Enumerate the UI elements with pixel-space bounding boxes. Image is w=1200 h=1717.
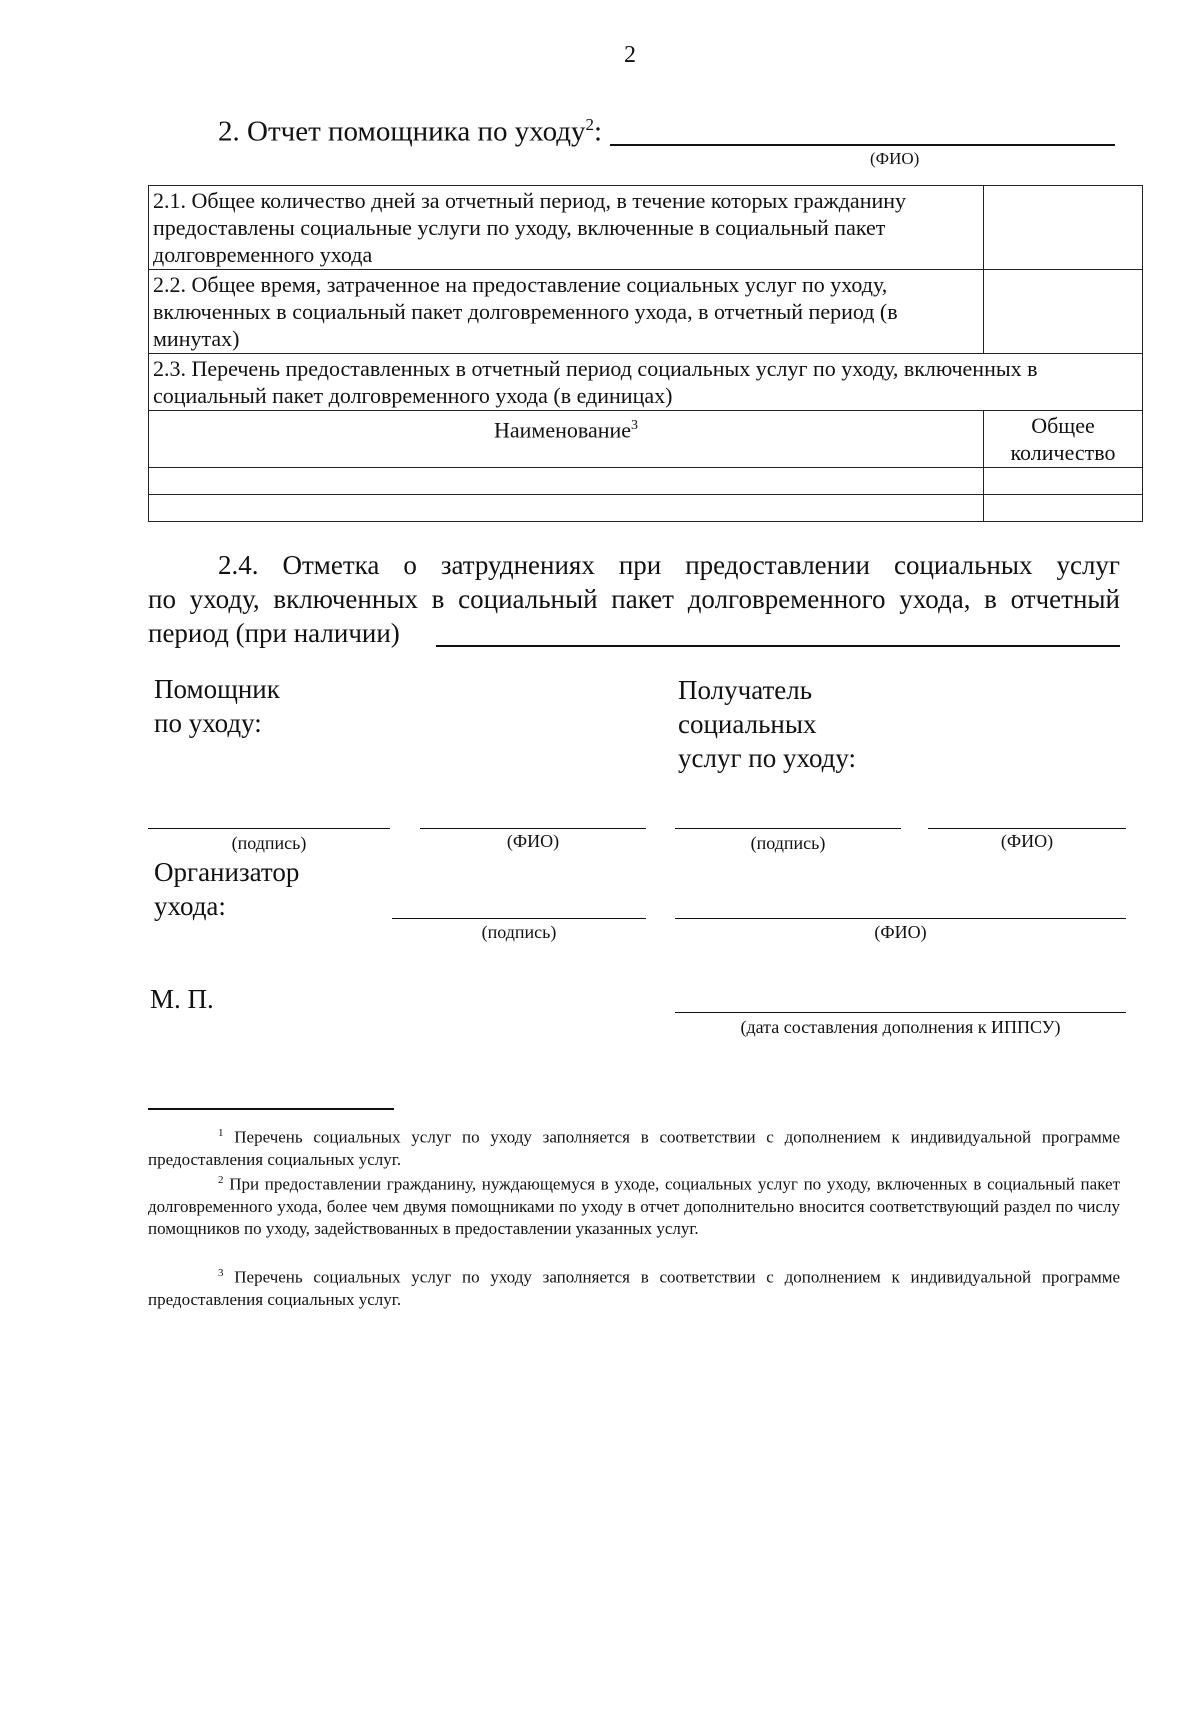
assistant-signature-caption: (подпись) xyxy=(231,833,307,853)
service-quantity-cell[interactable] xyxy=(984,468,1143,495)
recipient-label-line-3: услуг по уходу: xyxy=(678,743,857,773)
footnote-text: Перечень социальных услуг по уходу заполняется в соответствии с дополнением к индивидуальной программе предоставления социальных услуг. xyxy=(148,1127,1121,1169)
recipient-fio-caption: (ФИО) xyxy=(1000,831,1054,851)
footnote-3 xyxy=(148,1262,1120,1311)
assistant-fio-caption: (ФИО) xyxy=(506,831,560,851)
section-title xyxy=(218,115,602,149)
footnote-2 xyxy=(148,1169,1120,1240)
service-name-cell[interactable] xyxy=(149,468,984,495)
assistant-name-line[interactable] xyxy=(610,144,1115,146)
table-row xyxy=(149,186,1143,270)
footnote-number: 1 xyxy=(218,1127,224,1139)
column-header-quantity: Общее количество xyxy=(984,411,1143,468)
recipient-label xyxy=(678,673,856,775)
section-title-colon: : xyxy=(594,115,603,148)
time-spent-label: 2.2. Общее время, затраченное на предоставление социальных услуг по уходу, включенных в социальный пакет долговременного ухода, в отчетный период (в минутах) xyxy=(149,270,984,354)
footnote-number: 3 xyxy=(218,1267,224,1279)
report-table xyxy=(148,185,1143,522)
recipient-signature-caption: (подпись) xyxy=(750,833,826,853)
table-header-row xyxy=(149,411,1143,468)
column-header-name xyxy=(149,411,984,468)
table-row xyxy=(149,354,1143,411)
days-count-label: 2.1. Общее количество дней за отчетный период, в течение которых гражданину предоставлены социальные услуги по уходу, включенные в социальный пакет долговременного ухода xyxy=(149,186,984,270)
footnote-text: Перечень социальных услуг по уходу заполняется в соответствии с дополнением к индивидуальной программе предоставления социальных услуг. xyxy=(148,1267,1121,1309)
assistant-fio-line[interactable] xyxy=(420,828,646,829)
organizer-label xyxy=(154,855,299,923)
organizer-fio-line[interactable] xyxy=(675,918,1126,919)
days-count-cell[interactable] xyxy=(984,186,1143,270)
footnote-1 xyxy=(148,1122,1120,1171)
assistant-signature-line[interactable] xyxy=(148,828,390,829)
recipient-label-line-2: социальных xyxy=(678,709,817,739)
difficulties-line-2: по уходу, включенных в социальный пакет долговременного ухода, в отчетный xyxy=(148,584,1120,614)
page-number: 2 xyxy=(624,42,636,68)
column-header-name-text: Наименование xyxy=(493,417,632,443)
assistant-fio-caption: (ФИО) xyxy=(870,149,920,168)
difficulties-paragraph xyxy=(148,548,1120,650)
organizer-label-line-1: Организатор xyxy=(154,857,300,887)
date-line[interactable] xyxy=(675,1012,1126,1013)
assistant-label-line-1: Помощник xyxy=(154,674,280,704)
footnote-ref-3: 3 xyxy=(631,418,639,433)
footnote-ref-2: 2 xyxy=(585,115,595,134)
table-row xyxy=(149,495,1143,522)
difficulties-input-line[interactable] xyxy=(436,645,1120,647)
stamp-place: М. П. xyxy=(150,984,214,1014)
organizer-signature-line[interactable] xyxy=(392,918,646,919)
recipient-label-line-1: Получатель xyxy=(678,675,813,705)
assistant-label xyxy=(154,672,280,740)
footnote-number: 2 xyxy=(218,1174,224,1186)
service-quantity-cell[interactable] xyxy=(984,495,1143,522)
organizer-fio-caption: (ФИО) xyxy=(874,922,927,942)
footnote-text: При предоставлении гражданину, нуждающемуся в уходе, социальных услуг по уходу, включенных в социальный пакет долговременного ухода, более чем двумя помощниками по уходу в отчет дополнительно вносится соответствующий раздел по числу помощников по уходу, задействованных в предоставлении указанных услуг. xyxy=(148,1174,1121,1238)
time-spent-cell[interactable] xyxy=(984,270,1143,354)
section-title-text: 2. Отчет помощника по уходу xyxy=(218,115,586,148)
recipient-fio-line[interactable] xyxy=(928,828,1126,829)
organizer-signature-caption: (подпись) xyxy=(481,922,557,942)
assistant-label-line-2: по уходу: xyxy=(154,708,262,738)
date-caption: (дата составления дополнения к ИППСУ) xyxy=(740,1017,1061,1037)
difficulties-line-3: период (при наличии) xyxy=(148,618,400,648)
recipient-signature-line[interactable] xyxy=(675,828,901,829)
table-row xyxy=(149,468,1143,495)
organizer-label-line-2: ухода: xyxy=(154,891,226,921)
difficulties-line-1: 2.4. Отметка о затруднениях при предоставлении социальных услуг xyxy=(218,550,1120,580)
service-name-cell[interactable] xyxy=(149,495,984,522)
footnote-separator xyxy=(148,1108,394,1110)
services-list-label: 2.3. Перечень предоставленных в отчетный период социальных услуг по уходу, включенных в социальный пакет долговременного ухода (в единицах) xyxy=(149,354,1143,411)
table-row xyxy=(149,270,1143,354)
